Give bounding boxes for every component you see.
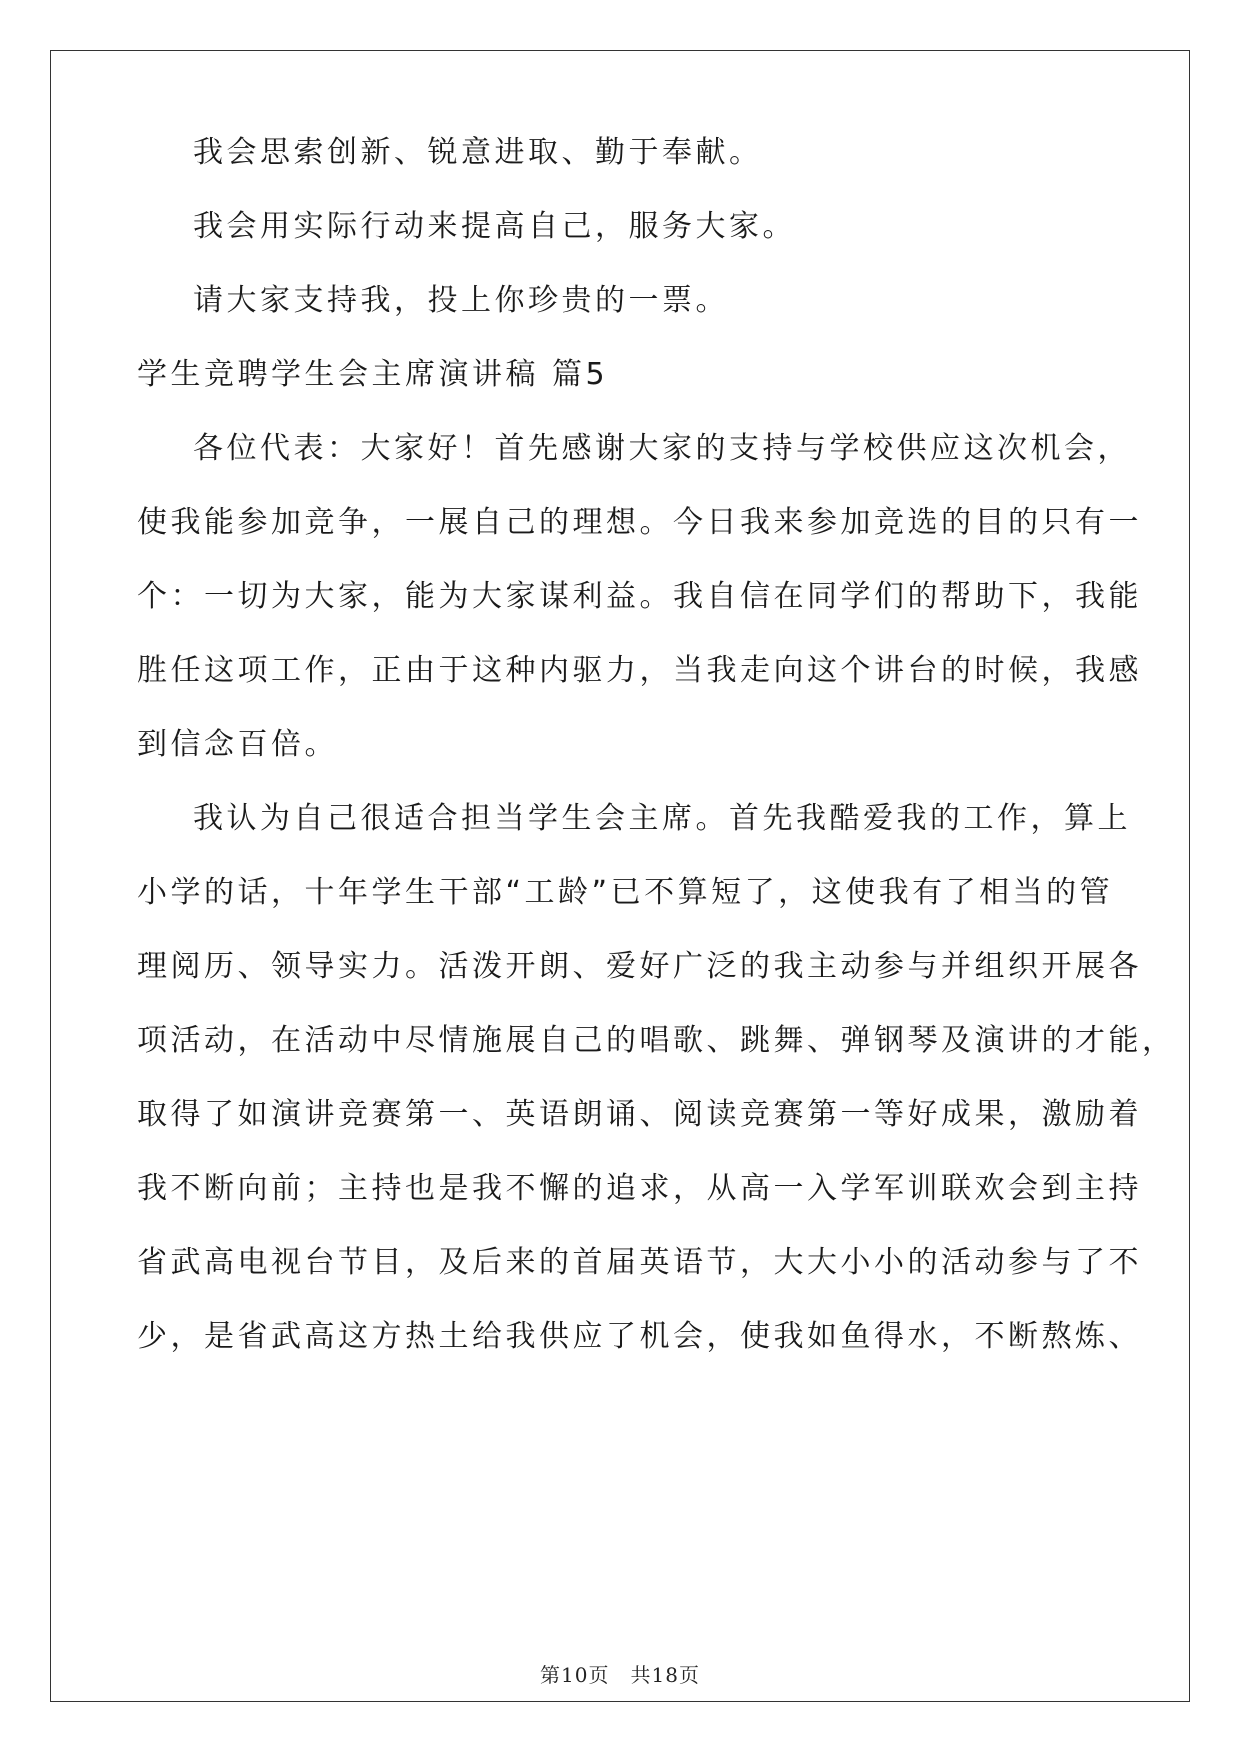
text-line: 理阅历、领导实力。活泼开朗、爱好广泛的我主动参与并组织开展各 [137, 949, 1142, 984]
page-frame [50, 50, 1190, 1702]
section-heading: 学生竞聘学生会主席演讲稿 篇5 [137, 357, 609, 392]
text-line: 省武高电视台节目，及后来的首届英语节，大大小小的活动参与了不 [137, 1245, 1142, 1280]
text-line: 我不断向前；主持也是我不懈的追求，从高一入学军训联欢会到主持 [137, 1171, 1142, 1206]
text-line: 我会思索创新、锐意进取、勤于奉献。 [193, 135, 763, 170]
text-line: 我认为自己很适合担当学生会主席。首先我酷爱我的工作，算上 [193, 801, 1131, 836]
text-line: 少，是省武高这方热土给我供应了机会，使我如鱼得水，不断熬炼、 [137, 1319, 1142, 1354]
text-line: 使我能参加竞争，一展自己的理想。今日我来参加竞选的目的只有一 [137, 505, 1142, 540]
text-line: 我会用实际行动来提高自己，服务大家。 [193, 209, 796, 244]
text-line: 取得了如演讲竞赛第一、英语朗诵、阅读竞赛第一等好成果，激励着 [137, 1097, 1142, 1132]
text-line: 请大家支持我，投上你珍贵的一票。 [193, 283, 729, 318]
text-line: 各位代表：大家好！首先感谢大家的支持与学校供应这次机会， [193, 431, 1131, 466]
text-line: 项活动，在活动中尽情施展自己的唱歌、跳舞、弹钢琴及演讲的才能， [137, 1023, 1176, 1058]
text-line: 胜任这项工作，正由于这种内驱力，当我走向这个讲台的时候，我感 [137, 653, 1142, 688]
text-line: 个：一切为大家，能为大家谋利益。我自信在同学们的帮助下，我能 [137, 579, 1142, 614]
text-line: 到信念百倍。 [137, 727, 338, 762]
page-footer: 第10页 共18页 [540, 1663, 700, 1687]
text-line: 小学的话，十年学生干部“工龄”已不算短了，这使我有了相当的管 [137, 875, 1114, 910]
